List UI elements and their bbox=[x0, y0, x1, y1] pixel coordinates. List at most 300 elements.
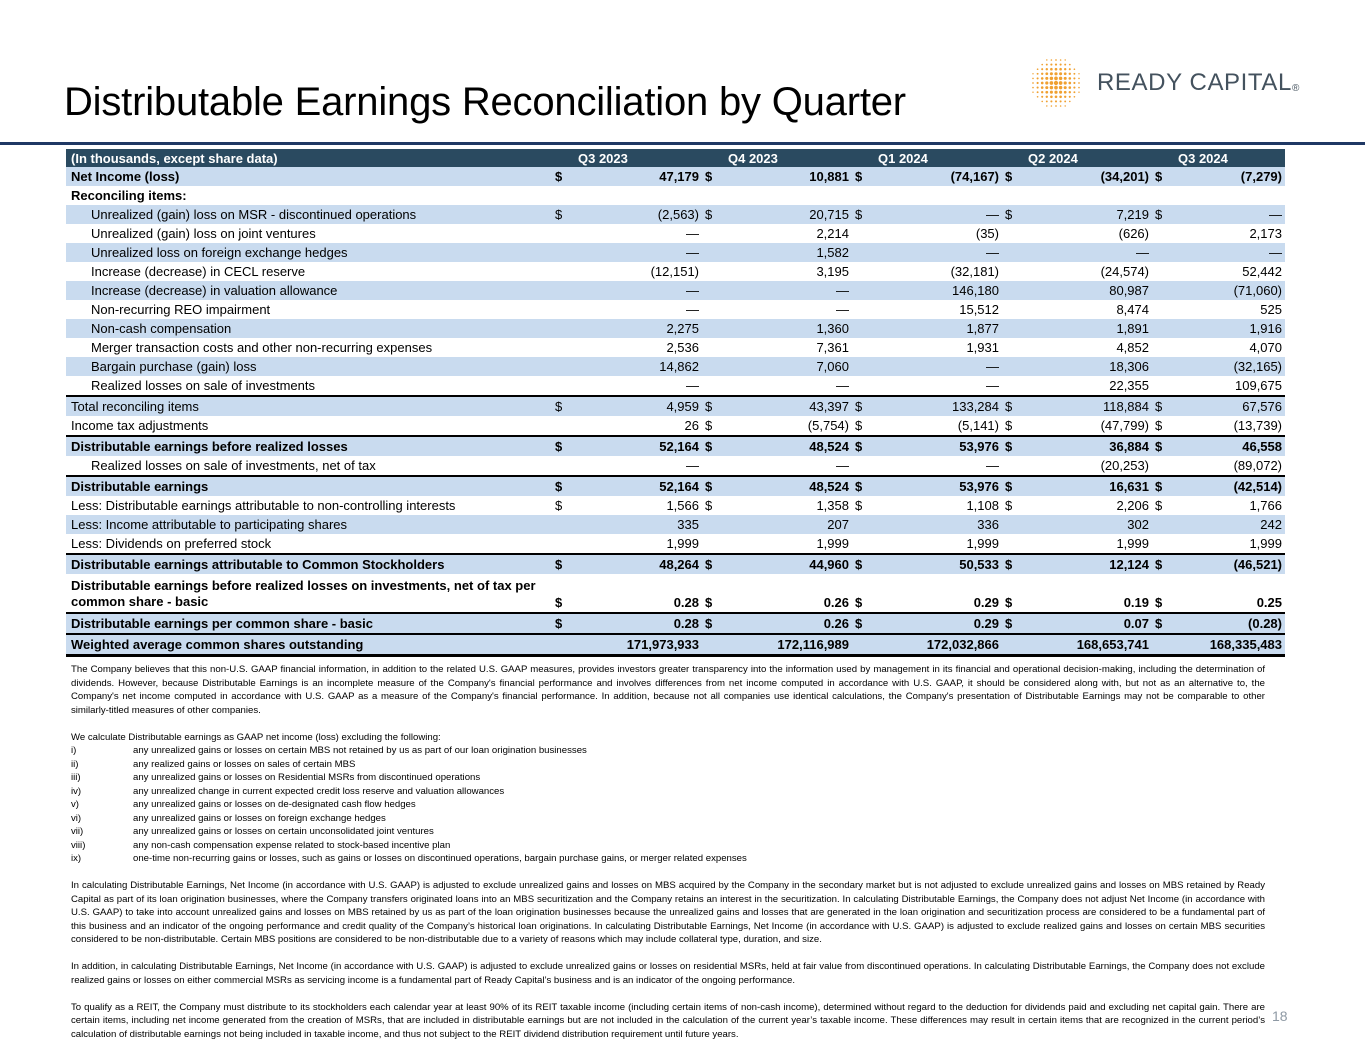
dollar-sign: $ bbox=[1152, 436, 1170, 456]
dollar-sign bbox=[1002, 534, 1020, 554]
dollar-sign bbox=[1152, 281, 1170, 300]
dollar-sign: $ bbox=[1002, 436, 1020, 456]
dollar-sign bbox=[552, 338, 570, 357]
cell-value bbox=[720, 186, 852, 205]
table-row bbox=[66, 167, 1285, 186]
dollar-sign bbox=[702, 243, 720, 262]
dollar-sign: $ bbox=[702, 476, 720, 496]
dollar-sign bbox=[1152, 456, 1170, 476]
dollar-sign bbox=[852, 281, 870, 300]
cell-value: 242 bbox=[1170, 515, 1285, 534]
dollar-sign: $ bbox=[555, 595, 563, 610]
dollar-sign: $ bbox=[852, 205, 870, 224]
list-item bbox=[71, 852, 1265, 866]
list-item bbox=[71, 839, 1265, 853]
note-paragraph: The Company believes that this non-U.S. GAAP financial information, in addition to the related U.S. GAAP measures, provides investors greater transparency into the information used by management in its financial and operational decision-making, including the determination of dividends. However, because Distributable Earnings is an incomplete measure of the Company's financial performance and involves differences from net income computed in accordance with U.S. GAAP, it should be considered along with, but not as an alternative to, the Company's net income computed in accordance with U.S. GAAP as a measure of the Company's financial performance. In addition, because not all companies use identical calculations, the Company's presentation of Distributable Earnings may not be comparable to other similarly-titled measures of other companies. bbox=[71, 664, 1265, 716]
cell-value: 52,164 bbox=[570, 476, 702, 496]
list-item-number: vii) bbox=[71, 826, 84, 837]
cell-value: 12,124 bbox=[1020, 554, 1152, 574]
dollar-sign: $ bbox=[705, 595, 713, 610]
cell-value: 118,884 bbox=[1020, 396, 1152, 416]
cell-value: 4,959 bbox=[570, 396, 702, 416]
cell-value: — bbox=[836, 378, 849, 393]
dollar-sign bbox=[1002, 224, 1020, 243]
list-item-text: any non-cash compensation expense related to stock-based incentive plan bbox=[133, 839, 451, 851]
row-label: Less: Income attributable to participating shares bbox=[66, 515, 552, 534]
cell-value: — bbox=[986, 378, 999, 393]
list-item-number: v) bbox=[71, 799, 79, 810]
cell-value: — bbox=[836, 302, 849, 317]
dollar-sign: $ bbox=[1005, 498, 1013, 513]
list-item-text: any unrealized gains or losses on foreign exchange hedges bbox=[133, 812, 386, 824]
cell-value: 20,715 bbox=[720, 205, 852, 224]
cell-value: 7,361 bbox=[816, 340, 849, 355]
cell-value: 0.29 bbox=[870, 613, 1002, 634]
table-row bbox=[66, 574, 1285, 613]
dollar-sign bbox=[1002, 319, 1020, 338]
dollar-sign: $ bbox=[552, 436, 570, 456]
cell-value: (89,072) bbox=[1233, 458, 1282, 473]
reconciliation-table bbox=[66, 149, 1285, 657]
cell-value bbox=[570, 186, 702, 205]
dollar-sign bbox=[552, 534, 570, 554]
dollar-sign bbox=[552, 281, 570, 300]
row-label: Merger transaction costs and other non-recurring expenses bbox=[91, 340, 433, 355]
dollar-sign: $ bbox=[1155, 498, 1163, 513]
cell-value: 43,397 bbox=[720, 396, 852, 416]
cell-value: 4,852 bbox=[1116, 340, 1149, 355]
cell-value: 36,884 bbox=[1020, 436, 1152, 456]
cell-value: 1,999 bbox=[816, 536, 849, 551]
list-item bbox=[71, 825, 1265, 839]
dollar-sign: $ bbox=[552, 613, 570, 634]
cell-value: (7,279) bbox=[1170, 167, 1285, 186]
dollar-sign: $ bbox=[1152, 167, 1170, 186]
dollar-sign bbox=[702, 515, 720, 534]
cell-value: 1,999 bbox=[1249, 536, 1282, 551]
dollar-sign: $ bbox=[705, 418, 713, 433]
table-row bbox=[66, 613, 1285, 634]
dollar-sign bbox=[1152, 338, 1170, 357]
dollar-sign: $ bbox=[702, 554, 720, 574]
cell-value: — bbox=[1170, 205, 1285, 224]
cell-value: 1,999 bbox=[666, 536, 699, 551]
cell-value: 172,032,866 bbox=[870, 634, 1002, 656]
exclusion-list bbox=[71, 744, 1265, 866]
dollar-sign bbox=[852, 376, 870, 396]
dollar-sign: $ bbox=[1155, 418, 1163, 433]
row-label: Realized losses on sale of investments bbox=[91, 378, 316, 393]
cell-value: (5,141) bbox=[957, 418, 999, 433]
dollar-sign bbox=[852, 300, 870, 319]
row-label: Unrealized loss on foreign exchange hedges bbox=[66, 243, 552, 262]
dollar-sign bbox=[1152, 224, 1170, 243]
dollar-sign bbox=[552, 224, 570, 243]
dollar-sign bbox=[702, 262, 720, 281]
dollar-sign bbox=[1152, 300, 1170, 319]
cell-value: — bbox=[870, 357, 1002, 376]
dollar-sign: $ bbox=[1005, 595, 1013, 610]
table-row bbox=[66, 436, 1285, 456]
cell-value bbox=[1170, 186, 1285, 205]
dollar-sign bbox=[852, 262, 870, 281]
table-row bbox=[66, 205, 1285, 224]
dollar-sign: $ bbox=[555, 498, 563, 513]
cell-value: 16,631 bbox=[1020, 476, 1152, 496]
dollar-sign: $ bbox=[1152, 205, 1170, 224]
dollar-sign bbox=[1002, 281, 1020, 300]
cell-value: (0.28) bbox=[1170, 613, 1285, 634]
dollar-sign bbox=[852, 456, 870, 476]
cell-value: — bbox=[720, 281, 852, 300]
list-item-text: any unrealized gains or losses on certain unconsolidated joint ventures bbox=[133, 826, 434, 837]
cell-value: 1,999 bbox=[966, 536, 999, 551]
dollar-sign: $ bbox=[552, 396, 570, 416]
dollar-sign: $ bbox=[855, 498, 863, 513]
dollar-sign: $ bbox=[702, 436, 720, 456]
dollar-sign bbox=[1152, 357, 1170, 376]
cell-value: (74,167) bbox=[870, 167, 1002, 186]
cell-value: (35) bbox=[975, 226, 999, 241]
dollar-sign bbox=[552, 416, 570, 436]
dollar-sign: $ bbox=[1152, 396, 1170, 416]
cell-value: — bbox=[686, 458, 699, 473]
cell-value: 48,264 bbox=[570, 554, 702, 574]
cell-value: 0.26 bbox=[720, 613, 852, 634]
list-item bbox=[71, 798, 1265, 812]
dollar-sign bbox=[1002, 634, 1020, 656]
cell-value: 525 bbox=[1260, 302, 1282, 317]
cell-value: 2,536 bbox=[666, 340, 699, 355]
row-label: Distributable earnings bbox=[66, 476, 552, 496]
dollar-sign bbox=[702, 338, 720, 357]
list-item bbox=[71, 771, 1265, 785]
dollar-sign: $ bbox=[855, 418, 863, 433]
list-item-text: any realized gains or losses on sales of certain MBS bbox=[133, 758, 356, 770]
row-label: Increase (decrease) in CECL reserve bbox=[91, 264, 306, 279]
row-label: Non-recurring REO impairment bbox=[91, 302, 271, 317]
note-intro: We calculate Distributable earnings as GAAP net income (loss) excluding the following: bbox=[71, 731, 441, 743]
table-row bbox=[66, 281, 1285, 300]
dollar-sign bbox=[702, 224, 720, 243]
row-label: Non-cash compensation bbox=[66, 319, 552, 338]
dollar-sign bbox=[1152, 262, 1170, 281]
list-item bbox=[71, 744, 1265, 758]
cell-value: — bbox=[870, 243, 1002, 262]
cell-value: 0.28 bbox=[673, 595, 699, 610]
dollar-sign bbox=[552, 186, 570, 205]
table-row bbox=[66, 634, 1285, 656]
dollar-sign bbox=[1002, 262, 1020, 281]
cell-value: 48,524 bbox=[720, 476, 852, 496]
dollar-sign bbox=[552, 634, 570, 656]
cell-value: — bbox=[686, 226, 699, 241]
list-item bbox=[71, 758, 1265, 772]
dollar-sign: $ bbox=[702, 205, 720, 224]
dollar-sign bbox=[1152, 186, 1170, 205]
list-item-number: i) bbox=[71, 745, 77, 756]
dollar-sign bbox=[852, 224, 870, 243]
cell-value: — bbox=[986, 458, 999, 473]
header-quarter: Q1 2024 bbox=[852, 149, 1002, 167]
cell-value: — bbox=[686, 378, 699, 393]
cell-value: 2,173 bbox=[1249, 226, 1282, 241]
cell-value: 44,960 bbox=[720, 554, 852, 574]
list-item-text: any unrealized gains or losses on de-designated cash flow hedges bbox=[133, 799, 416, 810]
table-row bbox=[66, 476, 1285, 496]
logo-registered-mark: ® bbox=[1291, 83, 1300, 94]
dollar-sign: $ bbox=[852, 167, 870, 186]
dollar-sign bbox=[1152, 319, 1170, 338]
table-row bbox=[66, 515, 1285, 534]
cell-value bbox=[870, 186, 1002, 205]
cell-value: (71,060) bbox=[1170, 281, 1285, 300]
cell-value: 0.19 bbox=[1123, 595, 1149, 610]
dollar-sign bbox=[552, 319, 570, 338]
cell-value: 1,566 bbox=[666, 498, 699, 513]
cell-value: 4,070 bbox=[1249, 340, 1282, 355]
list-item-number: iii) bbox=[71, 772, 81, 783]
cell-value: (5,754) bbox=[807, 418, 849, 433]
cell-value: (20,253) bbox=[1100, 458, 1149, 473]
table-row bbox=[66, 416, 1285, 436]
cell-value: 7,060 bbox=[720, 357, 852, 376]
ready-capital-logo bbox=[1028, 56, 1318, 112]
row-label: Reconciling items: bbox=[71, 188, 187, 203]
dollar-sign: $ bbox=[852, 554, 870, 574]
dollar-sign bbox=[1002, 357, 1020, 376]
header-quarter: Q2 2024 bbox=[1002, 149, 1152, 167]
dollar-sign: $ bbox=[705, 498, 713, 513]
list-item-number: iv) bbox=[71, 785, 82, 797]
dollar-sign: $ bbox=[852, 613, 870, 634]
cell-value: 335 bbox=[570, 515, 702, 534]
cell-value: (34,201) bbox=[1020, 167, 1152, 186]
table-row bbox=[66, 456, 1285, 476]
dollar-sign bbox=[1002, 300, 1020, 319]
dollar-sign: $ bbox=[1002, 476, 1020, 496]
cell-value: (32,181) bbox=[950, 264, 999, 279]
dollar-sign bbox=[852, 357, 870, 376]
table-header-row bbox=[66, 149, 1285, 167]
header-quarter: Q4 2023 bbox=[702, 149, 852, 167]
dollar-sign: $ bbox=[1152, 554, 1170, 574]
dollar-sign bbox=[702, 186, 720, 205]
cell-value: (13,739) bbox=[1233, 418, 1282, 433]
cell-value: 1,582 bbox=[720, 243, 852, 262]
cell-value: — bbox=[1020, 243, 1152, 262]
cell-value: — bbox=[570, 243, 702, 262]
dollar-sign bbox=[702, 456, 720, 476]
cell-value: 7,219 bbox=[1020, 205, 1152, 224]
dollar-sign: $ bbox=[852, 476, 870, 496]
footnotes bbox=[71, 663, 1265, 1041]
dollar-sign: $ bbox=[1152, 613, 1170, 634]
dollar-sign bbox=[702, 319, 720, 338]
logo-name: READY CAPITAL bbox=[1097, 69, 1292, 96]
cell-value: 0.26 bbox=[823, 595, 849, 610]
row-label: Distributable earnings before realized losses bbox=[66, 436, 552, 456]
dollar-sign: $ bbox=[552, 476, 570, 496]
cell-value: 336 bbox=[870, 515, 1002, 534]
dollar-sign bbox=[702, 634, 720, 656]
cell-value: 146,180 bbox=[870, 281, 1002, 300]
dollar-sign bbox=[852, 534, 870, 554]
cell-value: 168,653,741 bbox=[1020, 634, 1152, 656]
cell-value: (24,574) bbox=[1100, 264, 1149, 279]
dollar-sign bbox=[852, 319, 870, 338]
dollar-sign: $ bbox=[1152, 476, 1170, 496]
page-number: 18 bbox=[1272, 1008, 1288, 1024]
dollar-sign bbox=[702, 376, 720, 396]
dollar-sign bbox=[852, 186, 870, 205]
cell-value: 14,862 bbox=[570, 357, 702, 376]
cell-value: — bbox=[870, 205, 1002, 224]
cell-value: 1,999 bbox=[1116, 536, 1149, 551]
dollar-sign: $ bbox=[552, 554, 570, 574]
cell-value: 0.25 bbox=[1256, 595, 1282, 610]
row-label: Total reconciling items bbox=[66, 396, 552, 416]
table-row bbox=[66, 534, 1285, 554]
list-item-text: any unrealized gains or losses on certain MBS not retained by us as part of our loan origination businesses bbox=[133, 745, 587, 756]
dollar-sign bbox=[1152, 376, 1170, 396]
row-label: Net Income (loss) bbox=[66, 167, 552, 186]
dollar-sign bbox=[1002, 186, 1020, 205]
cell-value bbox=[1020, 186, 1152, 205]
dollar-sign: $ bbox=[1002, 613, 1020, 634]
dollar-sign bbox=[702, 534, 720, 554]
dollar-sign: $ bbox=[855, 595, 863, 610]
row-label: Less: Dividends on preferred stock bbox=[71, 536, 272, 551]
cell-value: 109,675 bbox=[1235, 378, 1282, 393]
cell-value: 0.28 bbox=[570, 613, 702, 634]
dollar-sign bbox=[852, 634, 870, 656]
cell-value: 1,931 bbox=[966, 340, 999, 355]
dollar-sign bbox=[552, 357, 570, 376]
cell-value: (32,165) bbox=[1170, 357, 1285, 376]
table-row bbox=[66, 554, 1285, 574]
dollar-sign bbox=[1152, 243, 1170, 262]
cell-value: — bbox=[570, 281, 702, 300]
row-label: Realized losses on sale of investments, net of tax bbox=[91, 458, 376, 473]
dollar-sign bbox=[852, 243, 870, 262]
cell-value: 26 bbox=[684, 418, 699, 433]
dollar-sign bbox=[702, 357, 720, 376]
list-item bbox=[71, 812, 1265, 826]
dollar-sign bbox=[702, 300, 720, 319]
cell-value: 1,891 bbox=[1020, 319, 1152, 338]
dollar-sign: $ bbox=[1002, 167, 1020, 186]
dollar-sign: $ bbox=[852, 436, 870, 456]
cell-value: 133,284 bbox=[870, 396, 1002, 416]
note-paragraph: To qualify as a REIT, the Company must distribute to its stockholders each calendar year at least 90% of its REIT taxable income (including certain items of non-cash income), determined without regard to the deduction for dividends paid and excluding net capital gain. There are certain items, including net income generated from the creation of MSRs, that are included in distributable earnings but are not included in the calculation of the current year’s taxable income. These differences may result in certain items that are recognized in the current period’s calculation of distributable earnings not being included in taxable income, and thus not subject to the REIT dividend distribution requirement until future years. bbox=[71, 1001, 1265, 1040]
table-row bbox=[66, 338, 1285, 357]
cell-value: — bbox=[836, 458, 849, 473]
row-label: Bargain purchase (gain) loss bbox=[66, 357, 552, 376]
cell-value: 171,973,933 bbox=[570, 634, 702, 656]
cell-value: 302 bbox=[1020, 515, 1152, 534]
cell-value: 52,164 bbox=[570, 436, 702, 456]
cell-value: 52,442 bbox=[1242, 264, 1282, 279]
table-row bbox=[66, 300, 1285, 319]
logo-dots-icon bbox=[1028, 56, 1088, 112]
cell-value: 2,275 bbox=[570, 319, 702, 338]
cell-value: 3,195 bbox=[816, 264, 849, 279]
cell-value: — bbox=[1170, 243, 1285, 262]
list-item-number: vi) bbox=[71, 812, 82, 824]
cell-value: 10,881 bbox=[720, 167, 852, 186]
cell-value: (2,563) bbox=[570, 205, 702, 224]
cell-value: 80,987 bbox=[1020, 281, 1152, 300]
dollar-sign bbox=[552, 456, 570, 476]
cell-value: 50,533 bbox=[870, 554, 1002, 574]
dollar-sign bbox=[852, 338, 870, 357]
cell-value: 168,335,483 bbox=[1170, 634, 1285, 656]
row-label: Distributable earnings per common share - basic bbox=[66, 613, 552, 634]
cell-value: 53,976 bbox=[870, 436, 1002, 456]
cell-value: 0.07 bbox=[1020, 613, 1152, 634]
dollar-sign: $ bbox=[1002, 554, 1020, 574]
dollar-sign bbox=[552, 262, 570, 281]
row-label: Income tax adjustments bbox=[71, 418, 209, 433]
cell-value: 67,576 bbox=[1170, 396, 1285, 416]
note-paragraph: In addition, in calculating Distributable Earnings, Net Income (in accordance with U.S. GAAP) is adjusted to exclude unrealized gains or losses on residential MSRs, held at fair value from discontinued operations. In calculating Distributable Earnings, the Company does not exclude realized gains or losses on either commercial MSRs as servicing income is a fundamental part of Ready Capital’s business and is an indicator of the ongoing performance. bbox=[71, 961, 1265, 986]
table-row bbox=[66, 262, 1285, 281]
dollar-sign: $ bbox=[1155, 595, 1163, 610]
list-item-number: ix) bbox=[71, 853, 82, 864]
table-row bbox=[66, 376, 1285, 396]
table-row bbox=[66, 186, 1285, 205]
row-label: Less: Distributable earnings attributable to non-controlling interests bbox=[71, 498, 456, 513]
cell-value: 1,358 bbox=[816, 498, 849, 513]
cell-value: 48,524 bbox=[720, 436, 852, 456]
cell-value: 8,474 bbox=[1116, 302, 1149, 317]
cell-value: 2,214 bbox=[816, 226, 849, 241]
dollar-sign: $ bbox=[1002, 396, 1020, 416]
row-label: Distributable earnings attributable to Common Stockholders bbox=[66, 554, 552, 574]
cell-value: 53,976 bbox=[870, 476, 1002, 496]
list-item-number: ii) bbox=[71, 758, 79, 770]
header-label: (In thousands, except share data) bbox=[66, 149, 552, 167]
list-item-text: any unrealized gains or losses on Residential MSRs from discontinued operations bbox=[133, 772, 481, 783]
dollar-sign: $ bbox=[852, 396, 870, 416]
cell-value: (626) bbox=[1118, 226, 1149, 241]
row-label: Unrealized (gain) loss on MSR - discontinued operations bbox=[66, 205, 552, 224]
dollar-sign bbox=[552, 243, 570, 262]
dollar-sign: $ bbox=[552, 167, 570, 186]
page-title: Distributable Earnings Reconciliation by Quarter bbox=[64, 80, 906, 124]
dollar-sign: $ bbox=[1002, 205, 1020, 224]
cell-value: 1,108 bbox=[966, 498, 999, 513]
cell-value: 18,306 bbox=[1020, 357, 1152, 376]
cell-value: 2,206 bbox=[1116, 498, 1149, 513]
cell-value: 1,766 bbox=[1249, 498, 1282, 513]
table-row bbox=[66, 243, 1285, 262]
note-paragraph: In calculating Distributable Earnings, Net Income (in accordance with U.S. GAAP) is adjusted to exclude unrealized gains and losses on MBS acquired by the Company in the secondary market but is not adjusted to exclude unrealized gains and losses on MBS retained by Ready Capital as part of its loan origination businesses, where the Company transfers originated loans into an MBS securitization and the Company retains an interest in the securitization. In calculating Distributable Earnings, the Company does not adjust Net Income (in accordance with U.S. GAAP) to take into account unrealized gains and losses on MBS retained by us as part of the loan origination businesses because the unrealized gains and losses that are generated in the loan origination and securitization process are considered to be a fundamental part of this business and an indicator of the ongoing performance and credit quality of the Company’s historical loan originations. In calculating Distributable Earnings, Net Income (in accordance with U.S. GAAP) is adjusted to exclude realized gains and losses on certain MBS securities considered to be non-distributable. Certain MBS positions are considered to be non-distributable due to a variety of reasons which may include collateral type, duration, and size. bbox=[71, 880, 1265, 945]
dollar-sign: $ bbox=[1005, 418, 1013, 433]
dollar-sign: $ bbox=[702, 167, 720, 186]
row-label: Increase (decrease) in valuation allowance bbox=[66, 281, 552, 300]
dollar-sign bbox=[552, 376, 570, 396]
cell-value: 172,116,989 bbox=[720, 634, 852, 656]
dollar-sign bbox=[852, 515, 870, 534]
cell-value: 1,360 bbox=[720, 319, 852, 338]
cell-value: (12,151) bbox=[650, 264, 699, 279]
cell-value: 0.29 bbox=[973, 595, 999, 610]
cell-value: 1,877 bbox=[870, 319, 1002, 338]
list-item-text: any unrealized change in current expected credit loss reserve and valuation allowances bbox=[133, 785, 505, 797]
table-row bbox=[66, 224, 1285, 243]
